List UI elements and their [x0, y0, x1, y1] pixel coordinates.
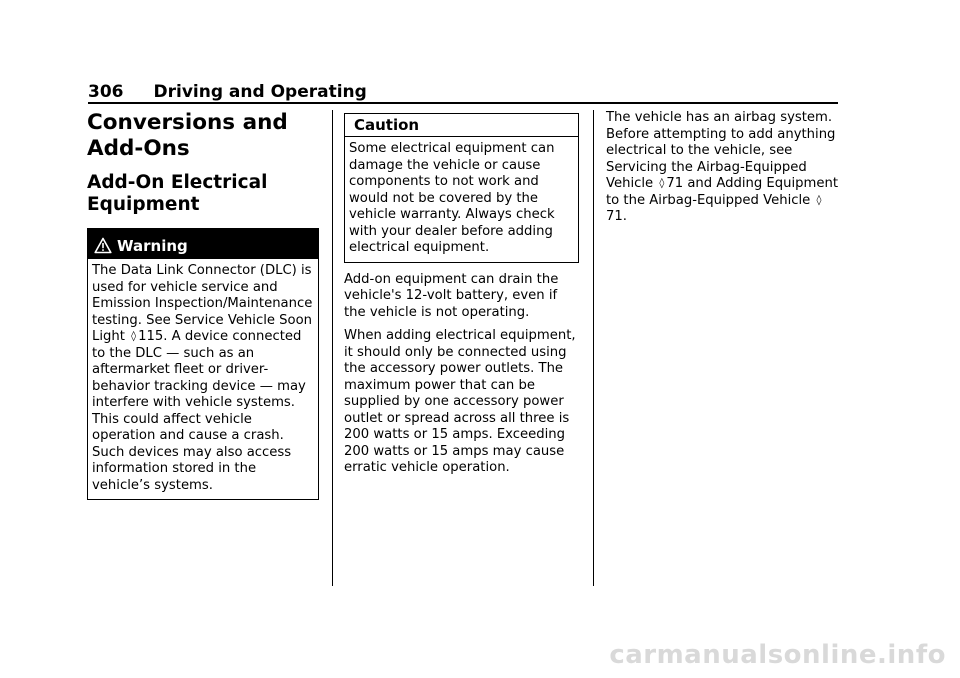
- section-title: Driving and Operating: [153, 82, 367, 102]
- warning-box: [87, 228, 319, 500]
- page-reference-link[interactable]: 71: [606, 209, 623, 224]
- column-middle: [344, 110, 579, 477]
- watermark: carmanualsonline.info: [609, 640, 946, 670]
- column-divider: [332, 110, 333, 586]
- warning-text: [88, 259, 318, 499]
- page-reference-icon: ◊: [816, 194, 822, 206]
- warning-header: [88, 229, 318, 259]
- column-left: [87, 110, 319, 500]
- warning-text-part: The Data Link Connector (DLC) is used for vehicle service and Emission Inspection/Maintenance testing. See Service Vehicle Soon Light: [92, 263, 313, 344]
- warning-text-part: . A device connected to the DLC — such as an aftermarket fleet or driver-behavior tracking device — may interfere with vehicle systems. This could affect vehicle operation and cause a crash. Such devices may also access information stored in the vehicle’s systems.: [92, 329, 306, 493]
- caution-text: Some electrical equipment can damage the vehicle or cause components to not work and would not be covered by the vehicle warranty. Always check with your dealer before adding electrical equipment.: [349, 141, 555, 255]
- paragraph-text-part: and Adding Equipment to the Airbag-Equipped Vehicle: [606, 176, 839, 208]
- body-paragraph: When adding electrical equipment, it should only be connected using the accessory power outlets. The maximum power that can be supplied by one accessory power outlet or spread across all three is 200 watts or 15 amps. Exceeding 200 watts or 15 amps may cause erratic vehicle operation.: [344, 328, 576, 475]
- page-number: 306: [88, 82, 124, 102]
- sub-heading: Add-On Electrical Equipment: [87, 172, 268, 215]
- warning-title: Warning: [117, 236, 188, 255]
- caution-title: Caution: [354, 116, 420, 134]
- warning-triangle-icon: [94, 237, 112, 255]
- page-reference-icon: ◊: [659, 178, 665, 189]
- paragraph-text-part: .: [622, 209, 627, 224]
- page-reference-link[interactable]: 71: [666, 176, 684, 191]
- caution-header: [345, 114, 578, 137]
- body-paragraph: Add-on equipment can drain the vehicle's 12-volt battery, even if the vehicle is not operating.: [344, 271, 559, 320]
- page-header: [88, 82, 838, 104]
- page-heading: Conversions and Add-Ons: [87, 110, 288, 161]
- caution-box: [344, 113, 579, 263]
- page-reference-icon: ◊: [131, 331, 137, 342]
- body-paragraph: [606, 110, 838, 226]
- column-divider: [593, 110, 594, 586]
- column-right: [606, 110, 838, 226]
- page-reference-link[interactable]: 115: [138, 329, 164, 344]
- paragraph-text-part: The vehicle has an airbag system. Before attempting to add anything electrical to the vehicle, see Servicing the Airbag-Equipped Vehicle: [606, 110, 836, 191]
